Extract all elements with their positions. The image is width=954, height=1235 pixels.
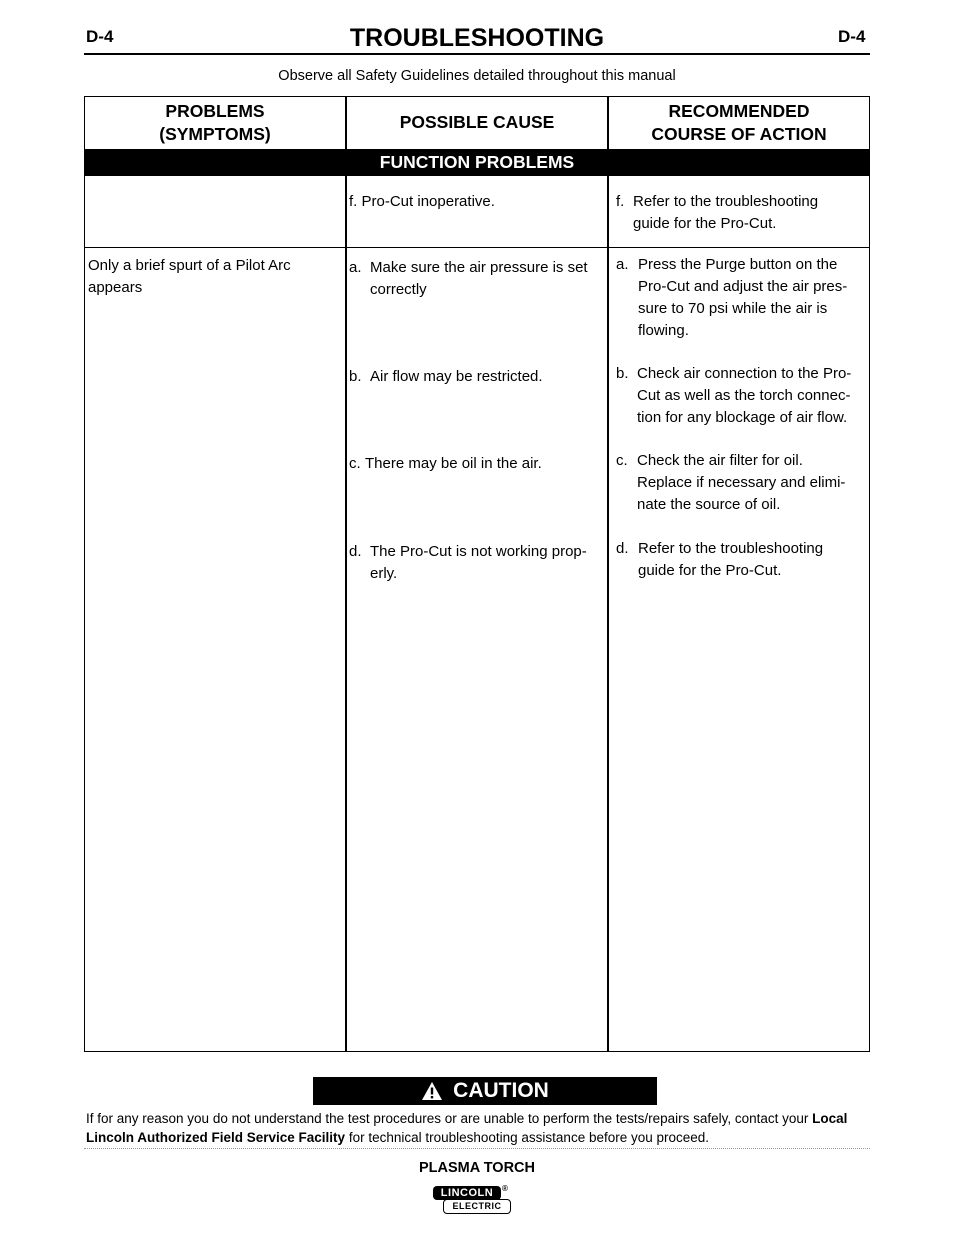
- action-line: Replace if necessary and elimi-: [637, 474, 846, 491]
- column-header-action: [609, 97, 869, 148]
- caution-label: CAUTION: [453, 1079, 549, 1102]
- caution-banner: [313, 1077, 657, 1105]
- cause-line: erly.: [370, 565, 398, 582]
- column-header-line: RECOMMENDED: [668, 100, 810, 121]
- action-marker: f.: [616, 193, 625, 210]
- symptom-line: Only a brief spurt of a Pilot Arc: [88, 257, 291, 274]
- row2-cause-c: [349, 453, 605, 475]
- safety-note: Observe all Safety Guidelines detailed throughout this manual: [278, 68, 676, 84]
- action-line: nate the source of oil.: [637, 496, 781, 513]
- footer-title: PLASMA TORCH: [419, 1160, 535, 1176]
- action-line: Check air connection to the Pro-: [637, 365, 852, 382]
- row2-action-b: [616, 363, 868, 429]
- cause-marker: a.: [349, 259, 362, 276]
- row2-cause-b: [349, 366, 605, 388]
- column-header-line: COURSE OF ACTION: [651, 123, 827, 144]
- column-header-cause: [347, 97, 607, 148]
- cause-line: The Pro-Cut is not working prop-: [370, 543, 587, 560]
- action-marker: d.: [616, 540, 629, 557]
- page-title: TROUBLESHOOTING: [349, 24, 605, 52]
- page-label-right: D-4: [838, 27, 866, 46]
- column-divider-2: [607, 97, 609, 1051]
- action-marker: a.: [616, 256, 629, 273]
- column-header-problems: [85, 97, 345, 148]
- row2-symptom: [88, 255, 338, 299]
- section-bar: FUNCTION PROBLEMS: [85, 149, 869, 176]
- action-line: Refer to the troubleshooting: [633, 193, 819, 210]
- symptom-line: appears: [88, 279, 143, 296]
- cause-text: Pro-Cut inoperative.: [361, 193, 495, 210]
- troubleshooting-table: [84, 96, 870, 1052]
- cause-marker: b.: [349, 368, 362, 385]
- row1-cause-f: [349, 191, 604, 213]
- row2-action-d: [616, 538, 868, 582]
- logo-registered-mark: ®: [502, 1184, 508, 1193]
- column-header-line: PROBLEMS: [165, 100, 265, 121]
- action-line: Refer to the troubleshooting: [638, 540, 824, 557]
- lincoln-electric-logo: [433, 1186, 512, 1216]
- action-line: guide for the Pro-Cut.: [633, 215, 777, 232]
- action-line: flowing.: [638, 322, 689, 339]
- logo-bottom-text: ELECTRIC: [443, 1199, 511, 1214]
- caution-text-bold: Local Lincoln Authorized Field Service Facility: [86, 1111, 848, 1145]
- column-header-line: POSSIBLE CAUSE: [399, 112, 555, 132]
- warning-icon: [421, 1081, 443, 1101]
- footer-rule: [84, 1148, 870, 1149]
- page-label-left: D-4: [86, 27, 114, 46]
- cause-line: Make sure the air pressure is set: [370, 259, 588, 276]
- cause-line: Air flow may be restricted.: [370, 368, 543, 385]
- cause-marker: c.: [349, 455, 361, 472]
- action-marker: c.: [616, 452, 628, 469]
- row1-action-f: [616, 191, 866, 235]
- cause-line: There may be oil in the air.: [365, 455, 542, 472]
- action-line: Press the Purge button on the: [638, 256, 838, 273]
- row2-action-a: [616, 254, 868, 342]
- action-line: Cut as well as the torch connec-: [637, 387, 851, 404]
- column-divider-1: [345, 97, 347, 1051]
- row2-cause-a: [349, 257, 605, 301]
- cause-marker: f.: [349, 193, 358, 210]
- header-rule: [84, 53, 870, 55]
- action-line: Pro-Cut and adjust the air pres-: [638, 278, 848, 295]
- action-line: sure to 70 psi while the air is: [638, 300, 828, 317]
- logo-top-text: LINCOLN: [433, 1186, 501, 1200]
- row2-action-c: [616, 450, 868, 516]
- caution-text-after: for technical troubleshooting assistance before you proceed.: [345, 1130, 710, 1145]
- action-line: tion for any blockage of air flow.: [637, 409, 848, 426]
- column-header-line: (SYMPTOMS): [159, 123, 271, 144]
- action-marker: b.: [616, 365, 629, 382]
- caution-text-before: If for any reason you do not understand the test procedures or are unable to perform the tests/repairs safely, contact your: [86, 1111, 813, 1126]
- cause-line: correctly: [370, 281, 427, 298]
- row2-cause-d: [349, 541, 605, 585]
- action-line: guide for the Pro-Cut.: [638, 562, 782, 579]
- cause-marker: d.: [349, 543, 362, 560]
- caution-text: [86, 1109, 876, 1147]
- row-divider: [85, 247, 869, 248]
- action-line: Check the air filter for oil.: [637, 452, 803, 469]
